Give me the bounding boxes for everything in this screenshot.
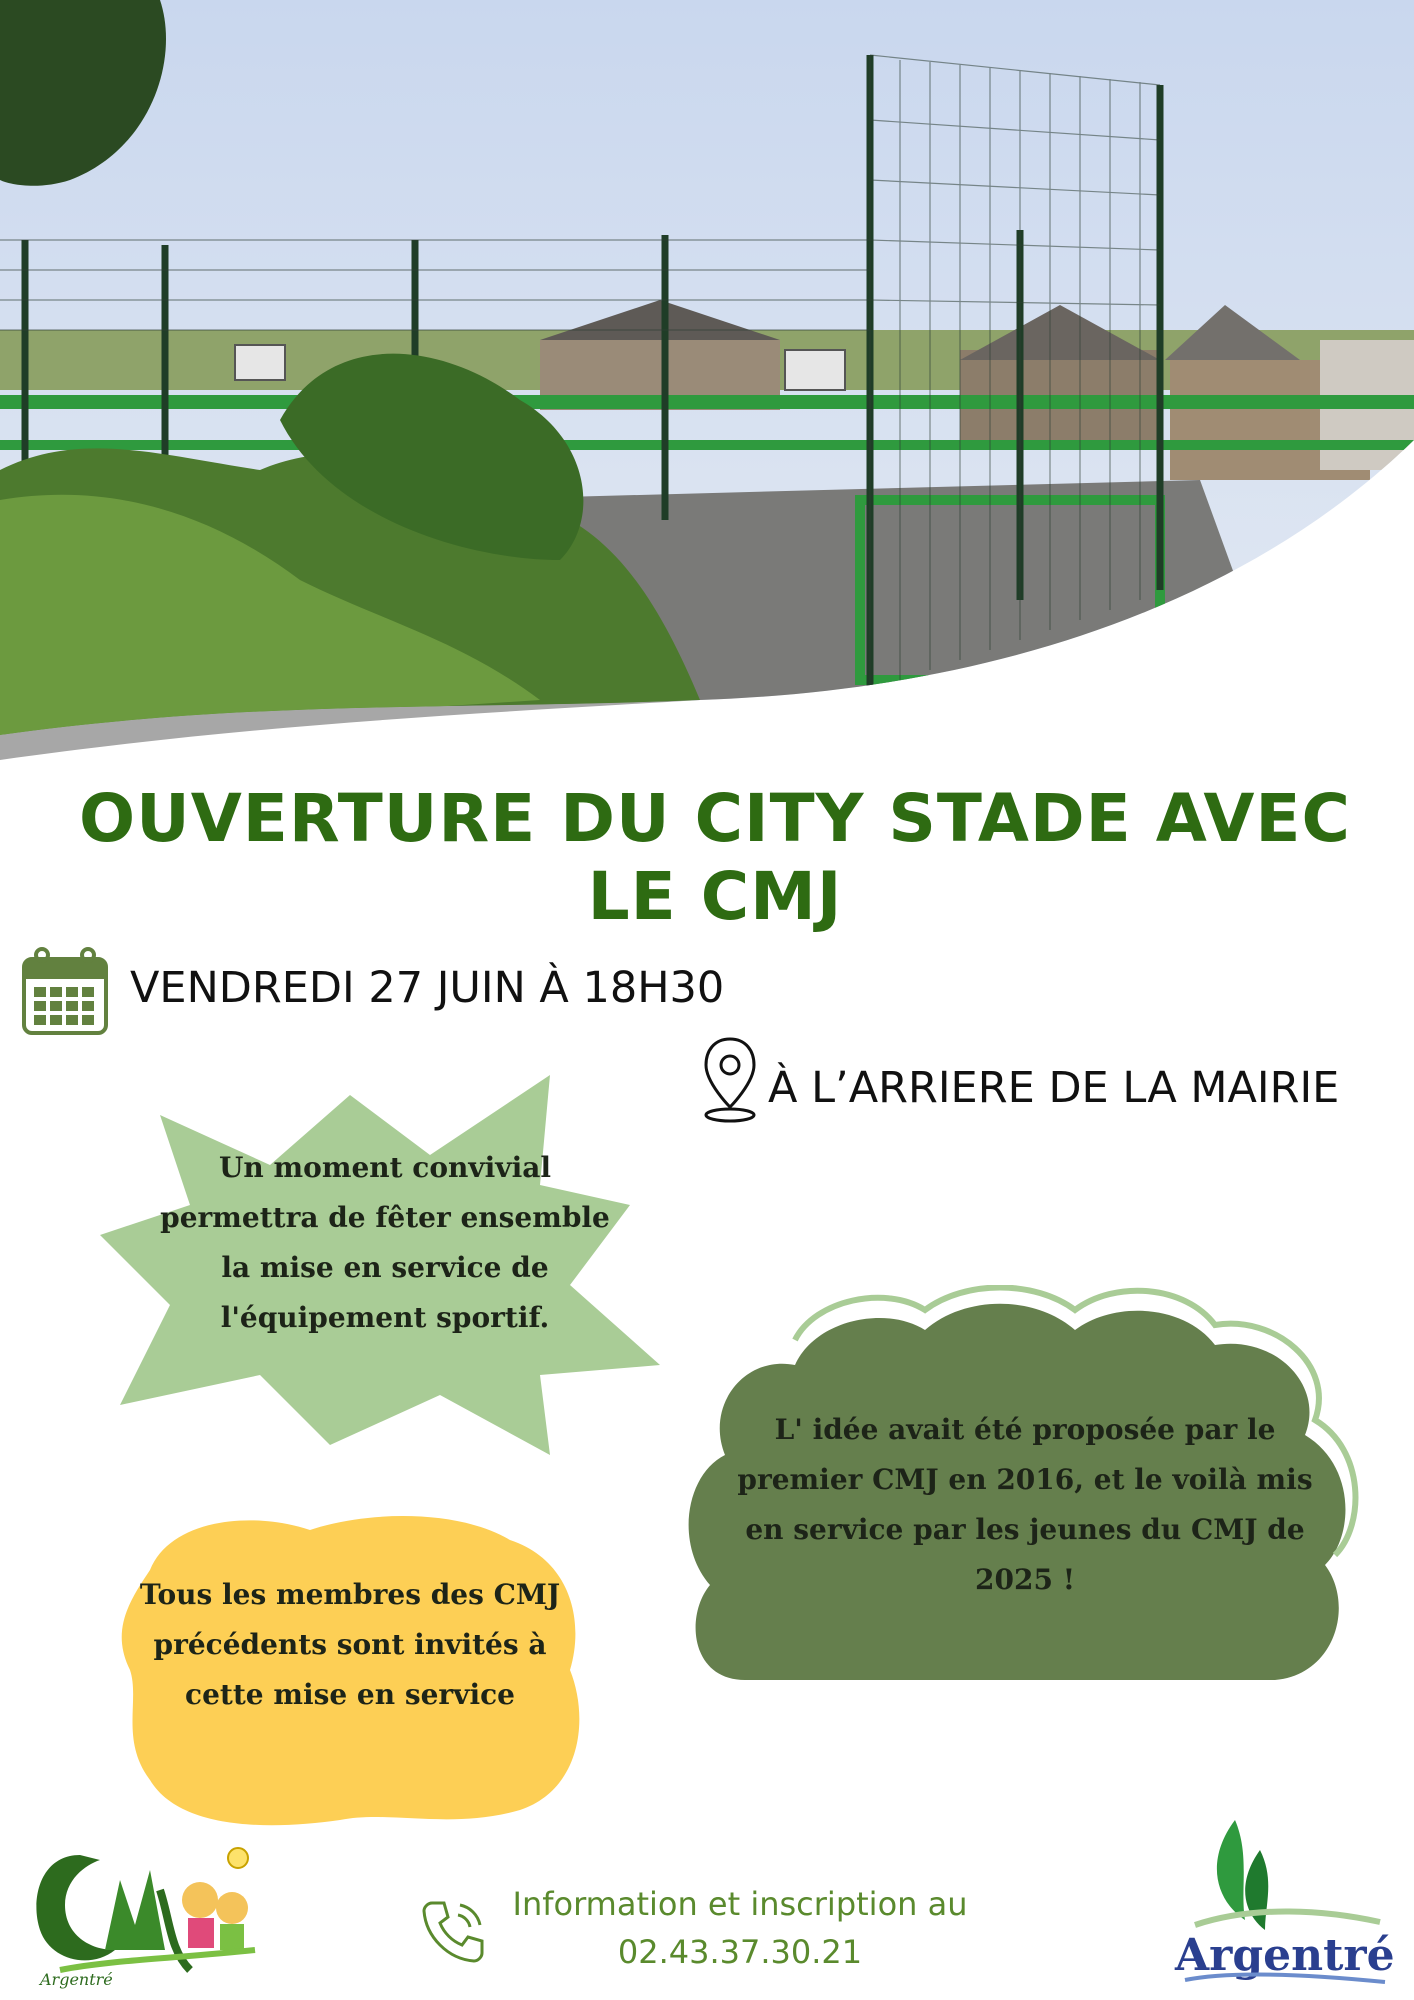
hero-photo [0,0,1414,760]
members-line: précédents sont invités à [153,1628,547,1661]
idea-text [700,1405,1350,1605]
idea-line: 2025 ! [975,1563,1075,1596]
title-line-1: OUVERTURE DU CITY STADE AVEC [79,780,1351,857]
calendar-icon [22,945,108,1035]
date-text: VENDREDI 27 JUIN À 18H30 [130,963,725,1013]
convivial-line: la mise en service de [221,1251,549,1284]
idea-line: L' idée avait été proposée par le [774,1413,1276,1446]
phone-icon [418,1895,490,1967]
convivial-line: permettra de fêter ensemble [160,1201,610,1234]
members-text [125,1570,575,1720]
info-line: Information et inscription au [512,1885,968,1923]
idea-line: en service par les jeunes du CMJ de [745,1513,1305,1546]
argentre-logo [1165,1810,1405,1995]
members-line: Tous les membres des CMJ [139,1578,561,1611]
argentre-logo-text: Argentré [1175,1930,1395,1981]
info-block [490,1880,990,1976]
phone-number[interactable]: 02.43.37.30.21 [617,1933,863,1971]
location-text: À L’ARRIERE DE LA MAIRIE [768,1063,1340,1113]
location-pin-icon [700,1035,760,1125]
members-line: cette mise en service [185,1678,515,1711]
title-line-2: LE CMJ [587,858,843,935]
convivial-line: Un moment convivial [219,1151,551,1184]
page-title [60,780,1370,936]
cmj-logo-text: Argentré [40,1970,113,1989]
cmj-logo [20,1830,260,1990]
idea-line: premier CMJ en 2016, et le voilà mis [737,1463,1313,1496]
convivial-text [150,1143,620,1343]
convivial-line: l'équipement sportif. [220,1301,550,1334]
